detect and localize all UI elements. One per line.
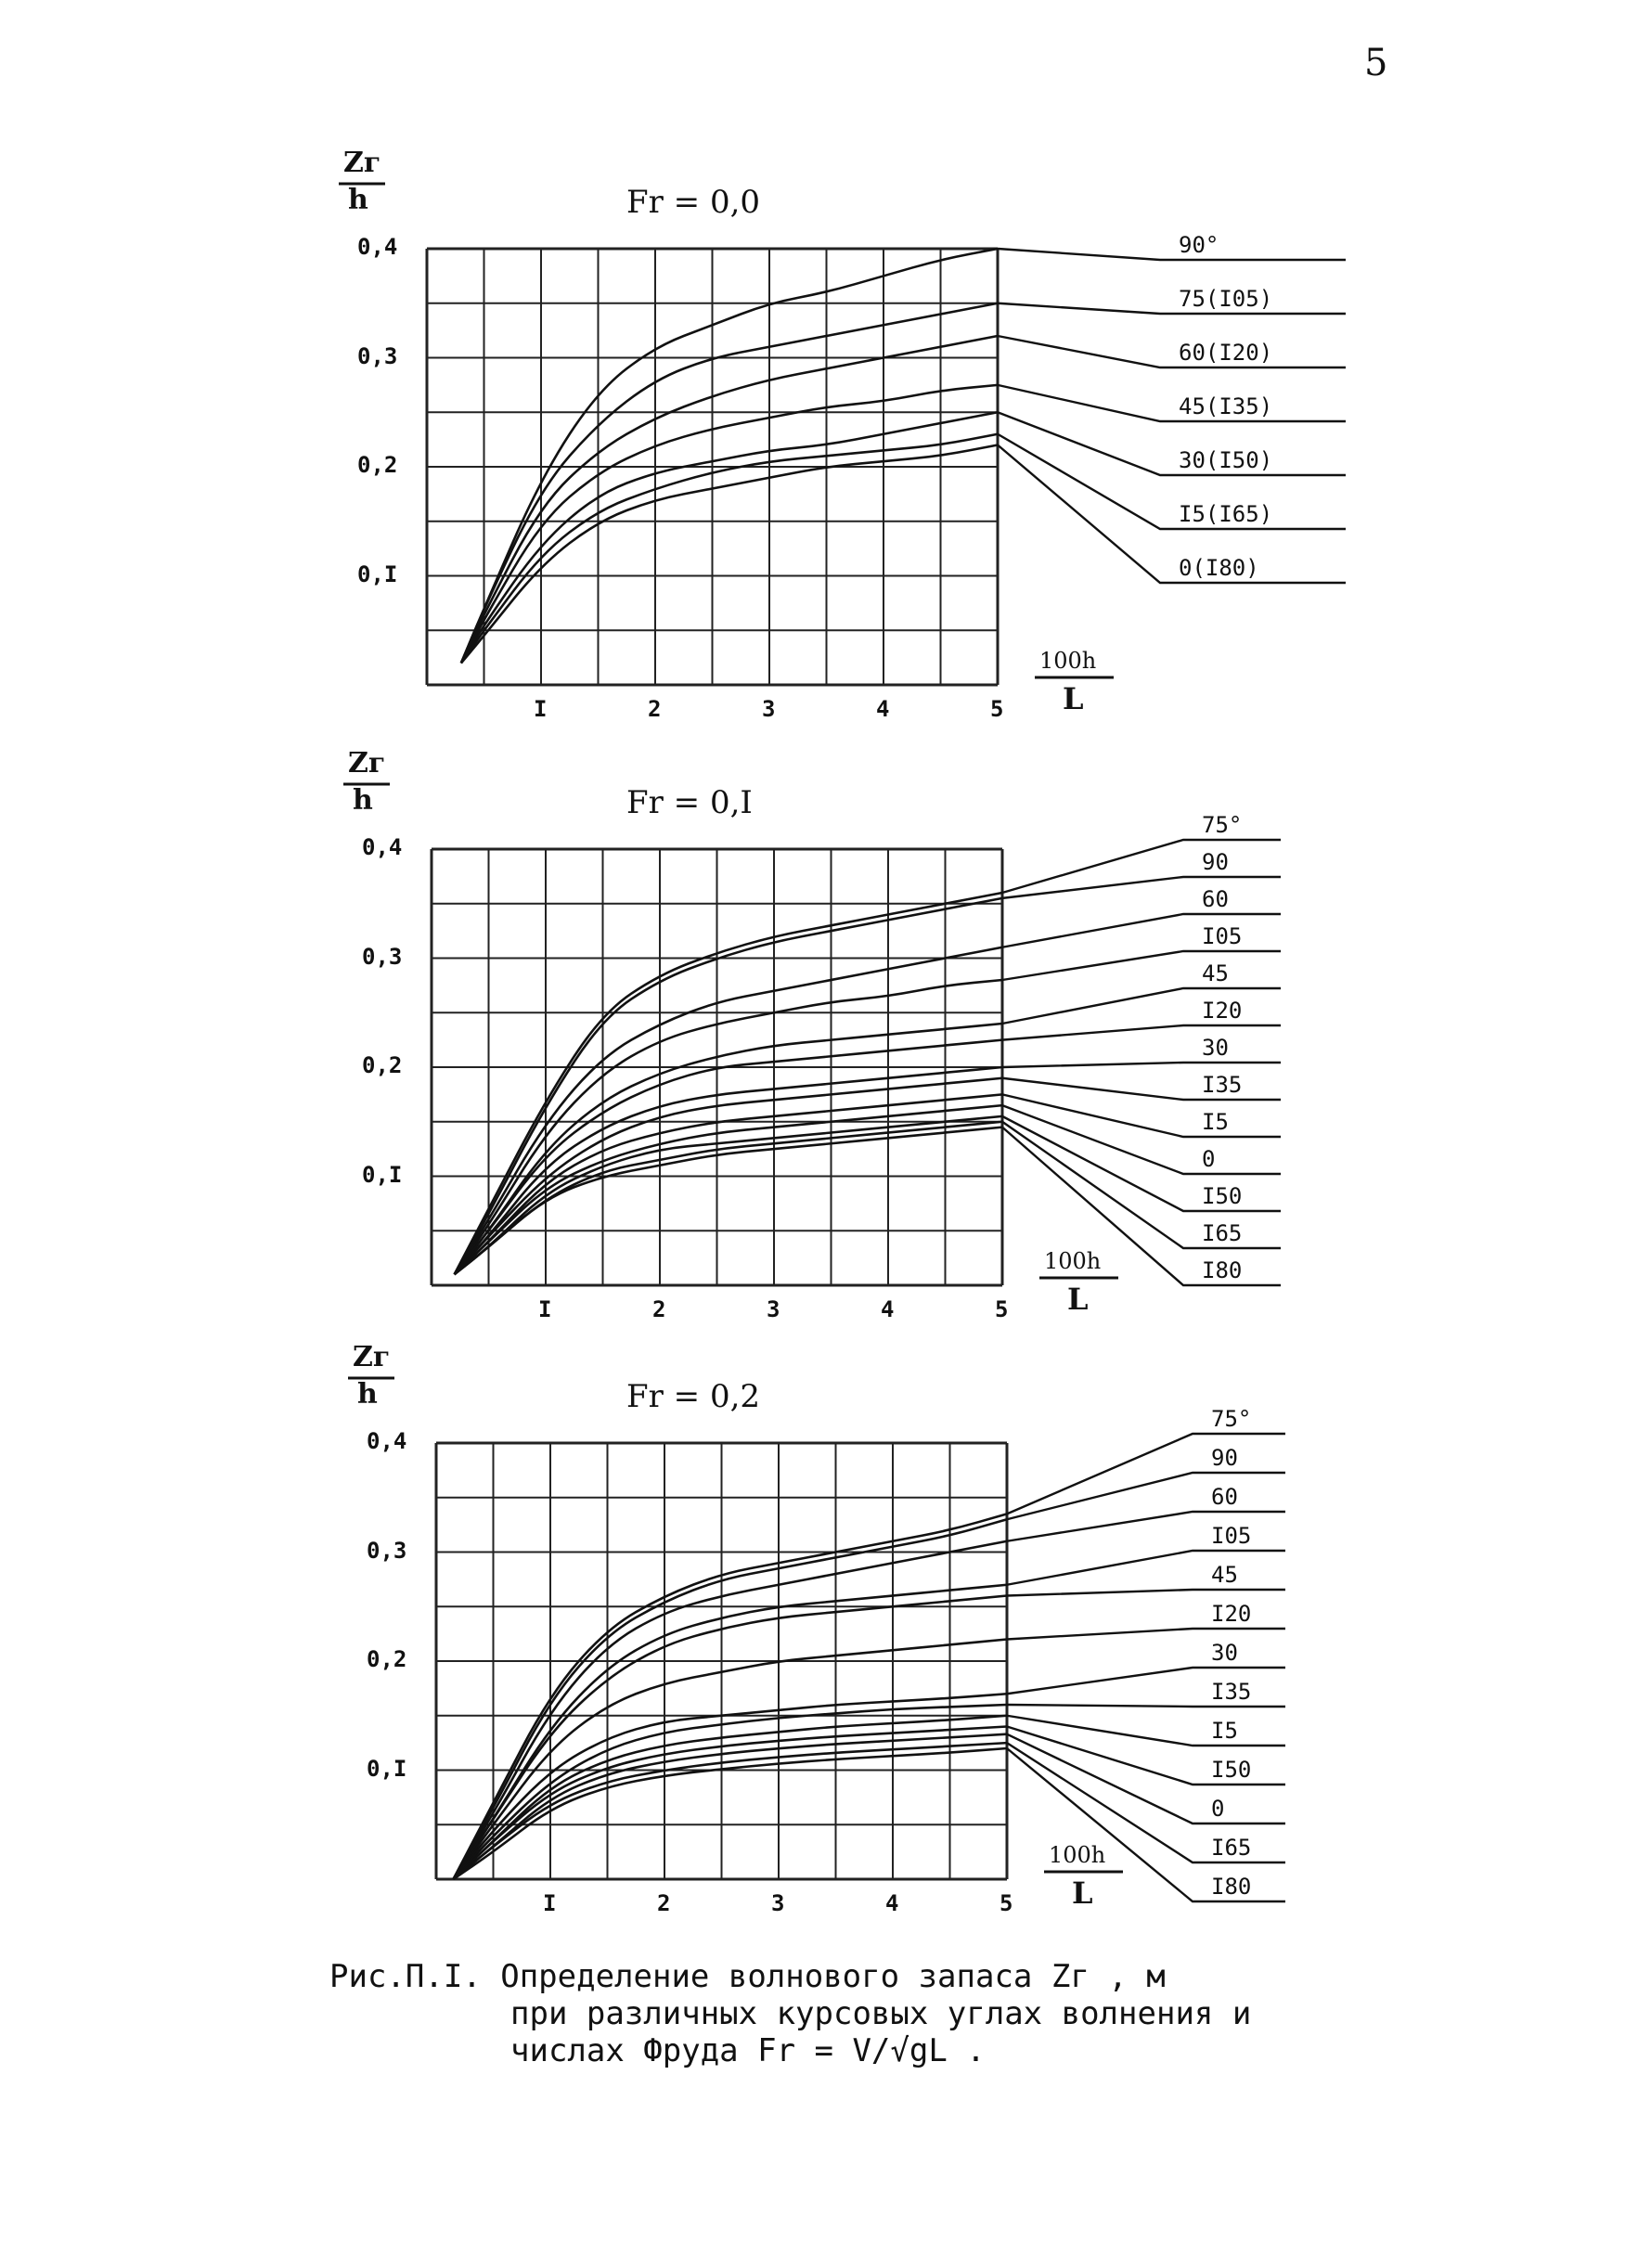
chart-title: Fr = 0,I	[626, 784, 753, 821]
series-line	[455, 947, 1002, 1275]
y-axis-label-num: Zг	[353, 1341, 391, 1373]
y-tick-label: 0,2	[357, 452, 398, 478]
chart-title: Fr = 0,0	[626, 184, 761, 221]
series-leader-line	[998, 249, 1346, 260]
x-axis-label-den: L	[1063, 681, 1084, 716]
series-line	[455, 1067, 1002, 1274]
series-leader-line	[1007, 1590, 1285, 1596]
caption-line-3: числах Фруда Fr = V/√gL .	[510, 2032, 986, 2069]
x-tick-label: 4	[876, 696, 890, 722]
y-tick-label: 0,I	[367, 1755, 407, 1782]
chart-fr-0-2	[0, 1336, 1638, 1949]
chart-svg	[0, 1336, 1638, 1949]
series-label: 45(I35)	[1179, 393, 1273, 419]
series-label: I5	[1211, 1718, 1238, 1744]
chart-fr-0-0	[0, 139, 1638, 752]
series-label: I5(I65)	[1179, 501, 1273, 527]
series-leader-line	[998, 336, 1346, 367]
x-axis-label-num: 100h	[1049, 1842, 1106, 1868]
y-axis-label-den: h	[348, 184, 368, 216]
series-label: I20	[1211, 1601, 1252, 1627]
series-label: 30	[1211, 1640, 1238, 1666]
y-tick-label: 0,4	[362, 834, 403, 860]
y-tick-label: 0,2	[362, 1052, 403, 1078]
series-label: 30(I50)	[1179, 447, 1273, 473]
series-label: I65	[1211, 1835, 1252, 1861]
series-line	[455, 893, 1002, 1274]
y-axis-label-num: Zг	[348, 747, 386, 780]
series-label: 0	[1211, 1796, 1225, 1822]
series-label: 75°	[1202, 812, 1243, 838]
x-axis-label-num: 100h	[1044, 1248, 1102, 1274]
series-label: 60(I20)	[1179, 340, 1273, 366]
x-axis-label-num: 100h	[1039, 648, 1097, 674]
caption-line-2: при различных курсовых углах волнения и	[510, 1995, 1252, 2032]
x-tick-label: 5	[1000, 1890, 1013, 1916]
series-leader-line	[1007, 1705, 1285, 1707]
y-tick-label: 0,3	[357, 342, 398, 369]
page-number: 5	[1364, 42, 1388, 84]
series-leader-line	[998, 303, 1346, 314]
chart-svg	[0, 139, 1638, 752]
x-tick-label: I	[534, 696, 548, 722]
chart-svg	[0, 742, 1638, 1355]
y-tick-label: 0,2	[367, 1646, 407, 1672]
series-label: 75(I05)	[1179, 286, 1273, 312]
series-label: I05	[1211, 1523, 1252, 1549]
series-leader-line	[1007, 1551, 1285, 1585]
series-label: 0	[1202, 1146, 1216, 1172]
x-tick-label: 2	[648, 696, 662, 722]
series-leader-line	[1002, 1025, 1281, 1040]
y-tick-label: 0,I	[362, 1161, 403, 1188]
x-axis-label-den: L	[1072, 1875, 1093, 1911]
y-axis-label-den: h	[353, 784, 373, 817]
series-label: I35	[1211, 1679, 1252, 1705]
caption-line-1: Рис.П.I. Определение волнового запаса Zг , м	[329, 1958, 1166, 1995]
y-tick-label: 0,3	[362, 943, 403, 970]
series-label: 60	[1211, 1484, 1238, 1510]
series-label: I65	[1202, 1220, 1243, 1246]
series-leader-line	[1002, 1094, 1281, 1137]
series-label: 90°	[1179, 232, 1219, 258]
y-axis-label-den: h	[357, 1378, 378, 1411]
series-label: I80	[1202, 1257, 1243, 1283]
y-tick-label: 0,4	[367, 1428, 407, 1454]
x-tick-label: 5	[995, 1296, 1009, 1322]
x-tick-label: I	[543, 1890, 557, 1916]
series-leader-line	[1002, 840, 1281, 893]
series-label: I80	[1211, 1874, 1252, 1900]
y-tick-label: 0,4	[357, 234, 398, 260]
series-label: 0(I80)	[1179, 555, 1259, 581]
series-leader-line	[1007, 1716, 1285, 1746]
series-label: 75°	[1211, 1406, 1252, 1432]
series-label: 60	[1202, 886, 1229, 912]
series-label: 45	[1211, 1562, 1238, 1588]
series-label: 45	[1202, 960, 1229, 986]
series-leader-line	[1007, 1629, 1285, 1640]
x-axis-label-den: L	[1067, 1282, 1089, 1317]
x-tick-label: 2	[657, 1890, 671, 1916]
series-label: I50	[1211, 1757, 1252, 1783]
series-leader-line	[998, 385, 1346, 421]
series-label: 30	[1202, 1035, 1229, 1061]
x-tick-label: 4	[881, 1296, 895, 1322]
figure-caption	[329, 1958, 1251, 2069]
y-tick-label: 0,3	[367, 1537, 407, 1564]
x-tick-label: 2	[652, 1296, 666, 1322]
x-tick-label: 4	[885, 1890, 899, 1916]
chart-fr-0-1	[0, 742, 1638, 1355]
series-leader-line	[1002, 951, 1281, 980]
y-tick-label: 0,I	[357, 561, 398, 587]
grid	[427, 249, 998, 685]
x-tick-label: 3	[771, 1890, 785, 1916]
series-label: I20	[1202, 998, 1243, 1024]
series-label: 90	[1211, 1445, 1238, 1471]
x-tick-label: 5	[990, 696, 1004, 722]
series-line	[453, 1716, 1007, 1879]
series-leader-line	[1002, 1063, 1281, 1067]
series-label: I35	[1202, 1072, 1243, 1098]
x-tick-label: 3	[767, 1296, 780, 1322]
series-label: I05	[1202, 923, 1243, 949]
series-leader-line	[998, 434, 1346, 529]
chart-title: Fr = 0,2	[626, 1378, 761, 1415]
y-axis-label-num: Zг	[343, 147, 381, 179]
series-line	[453, 1640, 1007, 1880]
x-tick-label: 3	[762, 696, 776, 722]
series-label: 90	[1202, 849, 1229, 875]
x-tick-label: I	[538, 1296, 552, 1322]
series-label: I50	[1202, 1183, 1243, 1209]
series-label: I5	[1202, 1109, 1229, 1135]
